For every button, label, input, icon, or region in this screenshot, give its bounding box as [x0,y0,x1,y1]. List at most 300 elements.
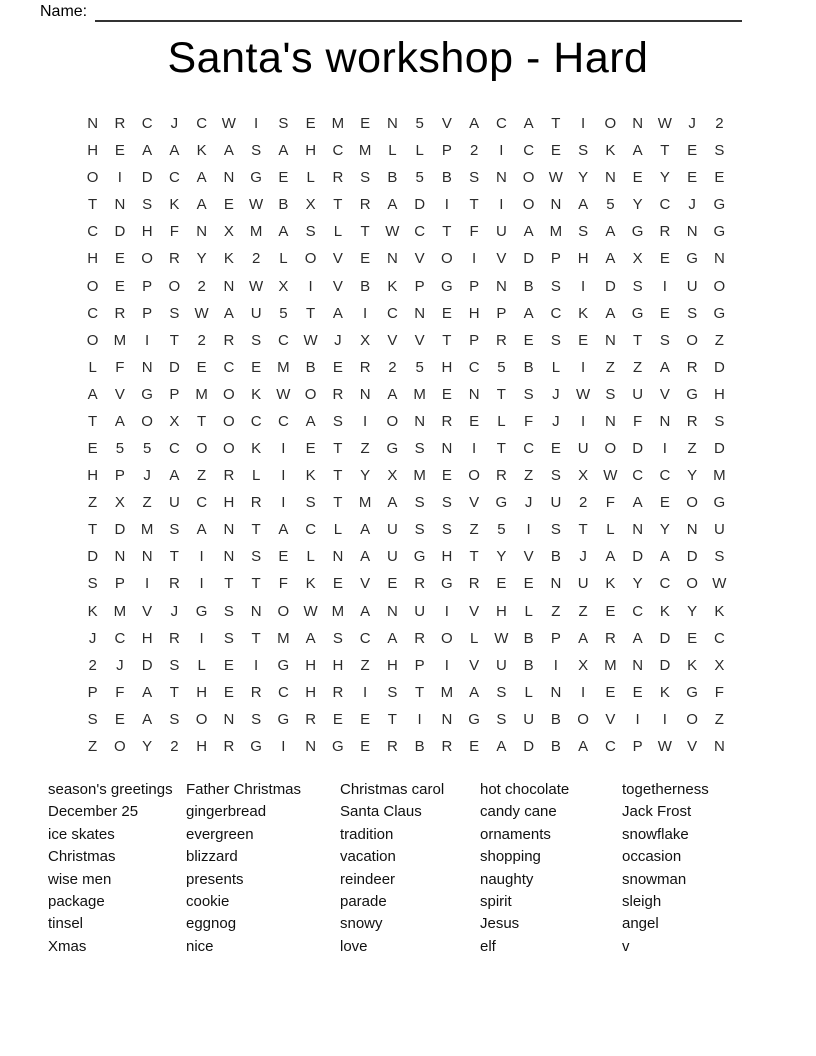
grid-letter: A [605,304,616,322]
grid-letter: N [441,440,453,458]
grid-letter: L [333,521,343,539]
grid-letter: S [469,169,480,187]
grid-letter: 2 [170,737,179,755]
grid-letter: A [223,304,234,322]
grid-letter: S [251,142,262,160]
grid-letter: L [333,223,343,241]
grid-letter: S [414,440,425,458]
grid-letter: G [250,737,262,755]
grid-letter: C [141,115,153,133]
grid-letter: U [523,710,535,728]
grid-letter: S [496,683,507,701]
grid-letter: 5 [279,304,288,322]
grid-letter: I [526,521,531,539]
grid-letter: N [386,115,398,133]
grid-letter: I [444,656,449,674]
grid-letter: S [687,304,698,322]
grid-letter: S [223,602,234,620]
grid-letter: O [604,115,617,133]
grid-letter: 5 [606,196,615,214]
grid-letter: H [305,142,317,160]
grid-letter: S [550,277,561,295]
grid-letter: A [523,304,534,322]
grid-letter: O [195,710,208,728]
grid-letter: K [605,575,616,593]
grid-letter: 5 [142,440,152,458]
grid-letter: K [714,602,725,620]
grid-letter: H [386,656,398,674]
grid-letter: C [632,602,644,620]
grid-letter: S [659,331,670,349]
word-list-item: evergreen [186,825,254,843]
word-list-item: eggnog [186,915,237,933]
grid-letter: D [87,548,99,566]
grid-letter: E [305,115,316,133]
grid-letter: R [686,412,698,430]
grid-letter: V [414,331,425,349]
grid-letter: J [334,331,342,349]
grid-letter: Y [659,169,670,187]
grid-letter: G [713,494,726,512]
grid-letter: B [550,548,561,566]
grid-letter: O [141,412,153,430]
grid-letter: E [87,440,98,458]
grid-letter: L [469,629,479,647]
grid-letter: D [713,358,725,376]
grid-letter: C [168,440,180,458]
grid-letter: C [305,521,317,539]
grid-letter: A [305,412,316,430]
grid-letter: M [277,629,290,647]
grid-letter: Y [360,467,371,485]
grid-letter: V [687,737,698,755]
word-list-item: nice [186,937,214,955]
grid-letter: N [604,412,616,430]
grid-letter: A [523,115,534,133]
grid-letter: O [304,385,317,403]
grid-letter: T [333,467,343,485]
grid-letter: H [196,683,208,701]
grid-letter: T [496,440,506,458]
word-list-item: parade [340,893,387,911]
grid-letter: T [88,196,98,214]
word-list-item: wise men [48,870,112,888]
grid-letter: C [659,196,671,214]
grid-letter: 2 [715,115,724,133]
grid-letter: F [169,223,179,241]
grid-letter: N [414,304,426,322]
grid-letter: V [360,575,371,593]
grid-letter: A [360,548,371,566]
grid-letter: I [444,196,449,214]
grid-letter: 5 [497,521,506,539]
word-list-item: December 25 [48,803,139,821]
grid-letter: N [87,115,99,133]
grid-letter: C [414,223,426,241]
grid-letter: O [577,710,589,728]
grid-letter: E [223,683,234,701]
word-list-item: togetherness [622,781,709,798]
grid-letter: H [441,548,453,566]
grid-letter: R [686,358,698,376]
grid-letter: Y [687,467,698,485]
grid-letter: E [332,710,343,728]
grid-letter: U [577,575,589,593]
grid-letter: I [281,494,286,512]
grid-letter: L [551,358,561,376]
grid-letter: B [278,196,289,214]
grid-letter: T [633,331,643,349]
grid-letter: H [468,304,480,322]
grid-letter: A [196,169,207,187]
grid-letter: S [523,385,534,403]
grid-letter: R [468,575,480,593]
grid-letter: O [223,412,235,430]
grid-letter: M [113,602,127,620]
grid-letter: O [304,250,317,268]
grid-letter: A [332,304,343,322]
word-list-item: snowman [622,870,687,888]
grid-letter: E [632,683,643,701]
grid-letter: E [223,196,234,214]
word-list [48,779,709,958]
grid-letter: O [441,629,453,647]
grid-letter: E [523,575,534,593]
grid-letter: F [469,223,479,241]
grid-letter: S [578,223,589,241]
grid-letter: R [223,737,235,755]
grid-letter: R [168,575,180,593]
grid-letter: A [196,196,207,214]
grid-letter: Z [633,358,643,376]
grid-letter: V [441,115,452,133]
grid-letter: P [632,737,643,755]
grid-letter: 5 [415,169,424,187]
grid-letter: P [114,467,125,485]
grid-letter: J [170,602,179,620]
grid-letter: R [305,710,317,728]
word-list-item: tinsel [48,915,84,933]
grid-letter: R [359,196,371,214]
grid-letter: X [387,467,398,485]
grid-letter: A [278,521,289,539]
grid-letter: J [552,412,560,430]
grid-letter: J [524,494,533,512]
grid-letter: E [605,683,616,701]
grid-letter: G [441,277,453,295]
grid-letter: P [496,304,507,322]
grid-letter: I [635,710,640,728]
grid-letter: A [305,629,316,647]
grid-letter: P [469,277,480,295]
grid-letter: O [441,250,453,268]
name-fill-in-line[interactable] [95,6,742,22]
grid-letter: N [495,277,507,295]
grid-letter: C [495,115,507,133]
grid-letter: D [114,521,126,539]
grid-letter: N [223,548,235,566]
grid-letter: D [414,196,426,214]
grid-letter: V [496,250,507,268]
grid-letter: K [659,683,670,701]
grid-letter: E [196,358,207,376]
grid-letter: S [414,494,425,512]
grid-letter: M [549,223,563,241]
word-list-item: Christmas [48,848,116,866]
grid-letter: H [305,656,317,674]
grid-letter: S [169,656,180,674]
grid-letter: I [363,304,368,322]
grid-letter: S [169,304,180,322]
grid-letter: S [605,385,616,403]
grid-letter: I [281,737,286,755]
grid-letter: Z [360,440,370,458]
grid-letter: G [441,575,453,593]
grid-letter: X [578,656,589,674]
grid-letter: I [499,196,504,214]
word-list-item: snowflake [622,825,689,843]
grid-letter: O [604,440,617,458]
word-list-item: presents [186,870,244,888]
grid-letter: R [495,331,507,349]
grid-letter: I [363,412,368,430]
grid-letter: E [687,142,698,160]
grid-letter: M [140,521,154,539]
grid-letter: D [632,548,644,566]
grid-letter: T [333,440,343,458]
grid-letter: Z [88,737,98,755]
grid-letter: F [524,412,534,430]
grid-letter: C [713,629,725,647]
grid-letter: W [657,737,672,755]
word-list-item: Christmas carol [340,781,445,798]
grid-letter: U [386,548,398,566]
grid-letter: N [604,331,616,349]
grid-letter: C [332,142,344,160]
grid-letter: K [87,602,98,620]
grid-letter: R [332,683,344,701]
grid-letter: K [305,467,316,485]
grid-letter: Z [551,602,561,620]
grid-letter: L [251,467,261,485]
grid-letter: W [494,629,509,647]
puzzle-title: Santa's workshop - Hard [167,34,649,82]
grid-letter: E [114,250,125,268]
grid-letter: E [632,169,643,187]
grid-letter: D [659,656,671,674]
grid-letter: E [441,304,452,322]
grid-letter: L [415,142,424,160]
word-list-item: Santa Claus [340,803,422,821]
grid-letter: O [86,169,99,187]
grid-letter: S [251,548,262,566]
grid-letter: I [199,548,204,566]
grid-letter: M [331,115,345,133]
grid-letter: C [659,575,671,593]
grid-letter: C [604,737,616,755]
grid-letter: N [223,710,235,728]
grid-letter: G [468,710,480,728]
grid-letter: E [360,250,371,268]
grid-letter: 2 [388,358,397,376]
grid-letter: 5 [415,358,424,376]
grid-letter: D [713,440,725,458]
grid-letter: N [713,250,725,268]
name-label: Name: [40,3,88,20]
grid-letter: T [224,575,234,593]
grid-letter: N [223,169,235,187]
grid-letter: P [550,629,561,647]
grid-letter: R [604,629,616,647]
grid-letter: L [606,521,615,539]
grid-letter: S [441,494,452,512]
grid-letter: W [249,196,264,214]
grid-letter: E [687,629,698,647]
grid-letter: I [499,142,504,160]
grid-letter: I [553,656,558,674]
grid-letter: O [86,331,99,349]
grid-letter: A [278,142,289,160]
grid-letter: O [686,710,698,728]
grid-letter: N [659,412,671,430]
grid-letter: E [469,412,480,430]
grid-letter: I [581,358,586,376]
grid-letter: V [142,602,153,620]
grid-letter: K [196,142,207,160]
word-list-column-2 [186,779,340,958]
grid-letter: N [386,602,398,620]
grid-letter: S [550,467,561,485]
grid-letter: R [414,575,426,593]
grid-letter: S [305,494,316,512]
grid-letter: H [87,250,99,268]
grid-letter: I [254,115,259,133]
name-row [40,2,742,22]
grid-letter: R [332,385,344,403]
grid-letter: E [496,575,507,593]
grid-letter: L [197,656,206,674]
grid-letter: D [632,440,644,458]
grid-letter: A [659,548,670,566]
grid-letter: O [686,331,698,349]
grid-letter: I [199,629,204,647]
grid-letter: P [142,304,153,322]
grid-letter: E [659,250,670,268]
grid-letter: D [168,358,180,376]
grid-letter: A [142,710,153,728]
grid-letter: O [386,412,399,430]
grid-letter: Y [142,737,153,755]
grid-letter: X [278,277,289,295]
word-list-item: tradition [340,825,394,843]
grid-letter: C [523,440,535,458]
word-list-item: gingerbread [186,803,267,821]
grid-letter: O [522,196,535,214]
grid-letter: D [523,737,535,755]
grid-letter: O [114,737,126,755]
grid-letter: W [603,467,618,485]
word-list-item: Xmas [48,937,87,955]
grid-letter: H [495,602,507,620]
grid-letter: N [250,602,262,620]
grid-letter: N [632,521,644,539]
grid-letter: X [578,467,589,485]
grid-letter: T [251,521,261,539]
grid-letter: W [221,115,236,133]
grid-letter: T [169,683,179,701]
grid-letter: R [250,494,262,512]
grid-letter: E [578,331,589,349]
word-list-item: hot chocolate [480,781,570,798]
grid-letter: C [277,683,289,701]
grid-letter: S [169,521,180,539]
word-list-item: occasion [622,848,682,866]
grid-letter: N [196,223,208,241]
grid-letter: B [523,629,534,647]
grid-letter: T [578,521,588,539]
grid-letter: S [496,710,507,728]
grid-letter: S [87,575,98,593]
grid-letter: N [604,169,616,187]
grid-letter: B [305,358,316,376]
grid-letter: H [141,629,153,647]
grid-letter: J [170,115,179,133]
grid-letter: S [251,710,262,728]
word-list-column-3 [340,779,480,958]
word-list-item: snowy [340,915,383,933]
grid-letter: B [441,169,452,187]
grid-letter: Z [197,467,207,485]
grid-letter: T [251,629,261,647]
grid-letter: E [360,710,371,728]
grid-letter: Z [714,331,724,349]
grid-letter: L [524,602,533,620]
grid-letter: J [579,548,587,566]
grid-letter: C [632,467,644,485]
grid-letter: A [469,115,480,133]
grid-letter: P [142,277,153,295]
grid-letter: C [223,358,235,376]
grid-letter: E [360,737,371,755]
grid-letter: U [713,521,725,539]
grid-letter: O [168,277,181,295]
grid-letter: J [88,629,97,647]
word-list-item: elf [480,937,496,955]
grid-letter: E [714,169,725,187]
grid-letter: C [168,169,180,187]
grid-letter: S [142,196,153,214]
grid-letter: N [414,412,426,430]
word-list-item: ice skates [48,825,115,843]
grid-letter: M [249,223,263,241]
grid-letter: T [169,331,179,349]
grid-letter: W [303,331,318,349]
grid-letter: Z [88,494,98,512]
grid-letter: N [550,683,562,701]
grid-letter: J [688,115,696,133]
grid-letter: R [223,467,235,485]
grid-letter: O [713,277,726,295]
grid-letter: X [114,494,125,512]
grid-letter: E [605,602,616,620]
grid-letter: N [441,710,453,728]
grid-letter: G [686,683,698,701]
grid-letter: R [223,331,235,349]
grid-letter: W [548,169,563,187]
grid-letter: C [359,629,371,647]
grid-letter: A [387,494,398,512]
grid-letter: T [551,115,561,133]
